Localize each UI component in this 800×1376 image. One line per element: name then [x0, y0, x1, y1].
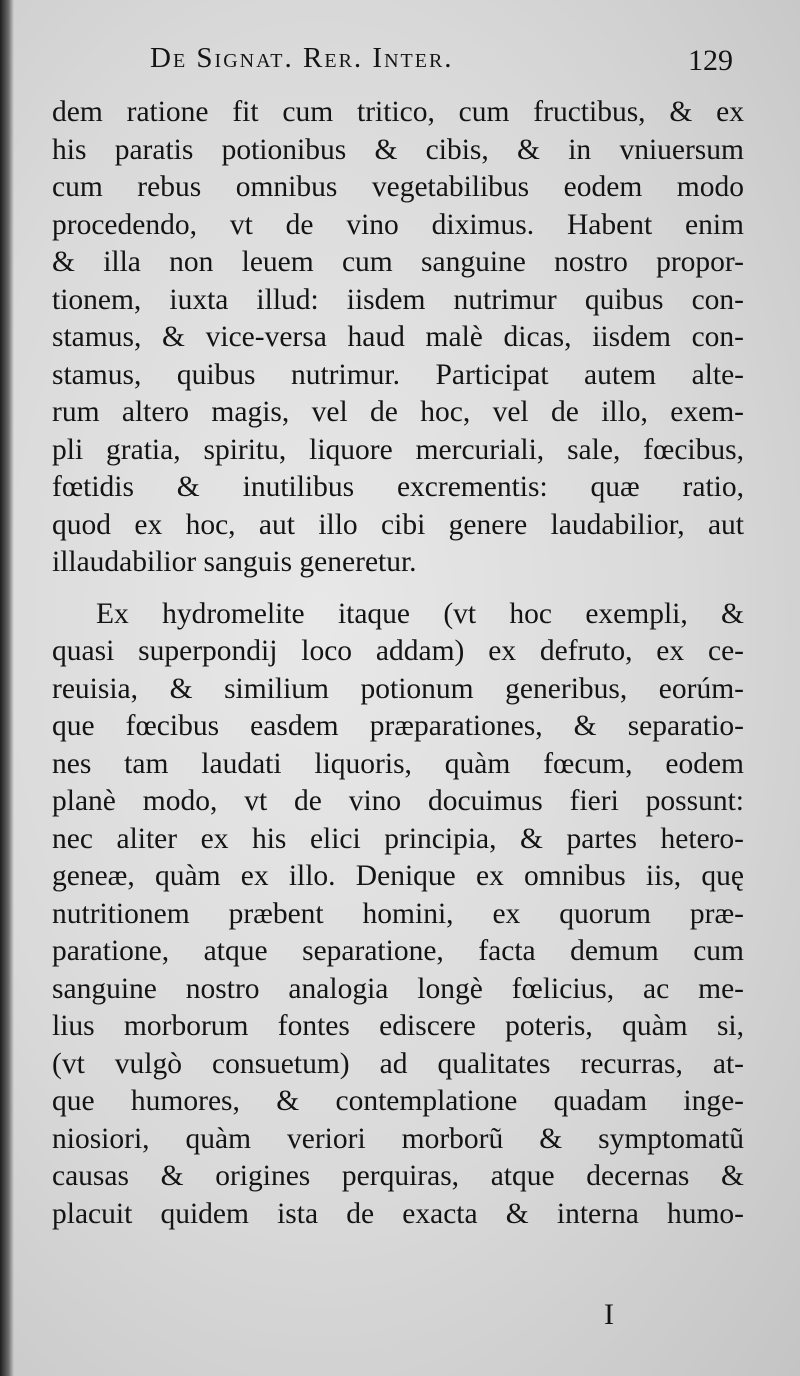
text-line: nutritionem præbent homini, ex quorum præ-	[52, 897, 744, 930]
text-line: illaudabilior sanguis generetur.	[52, 546, 417, 578]
text-line: stamus, & vice-versa haud malè dicas, iisdem con-	[52, 321, 744, 353]
text-line: planè modo, vt de vino docuimus fieri possunt:	[52, 785, 744, 817]
text-line: stamus, quibus nutrimur. Participat autem alte-	[52, 358, 744, 391]
text-line: paratione, atque separatione, facta demum cum	[52, 935, 744, 967]
text-line: reuisia, & similium potionum generibus, eorúm-	[52, 672, 744, 705]
text-line: nes tam laudati liquoris, quàm fœcum, eodem	[52, 747, 744, 780]
text-line: procedendo, vt de vino diximus. Habent enim	[52, 208, 744, 241]
text-line: placuit quidem ista de exacta & interna humo-	[52, 1197, 744, 1230]
binding-shadow	[0, 0, 14, 1376]
text-line: Ex hydromelite itaque (vt hoc exempli, &	[96, 597, 744, 630]
paragraph-gap	[52, 582, 744, 596]
text-line: tionem, iuxta illud: iisdem nutrimur quibus con-	[52, 283, 744, 316]
text-line: nec aliter ex his elici principia, & partes hetero-	[52, 822, 744, 855]
text-line: pli gratia, spiritu, liquore mercuriali, sale, fœcibus,	[52, 433, 744, 466]
text-line: lius morborum fontes ediscere poteris, quàm si,	[52, 1010, 744, 1042]
body-text	[52, 94, 744, 1233]
text-line: causas & origines perquiras, atque decernas &	[52, 1160, 744, 1192]
text-line: fœtidis & inutilibus excrementis: quæ ratio,	[52, 471, 744, 503]
running-head: De Signat. Rer. Inter.	[150, 42, 454, 74]
text-line: cum rebus omnibus vegetabilibus eodem modo	[52, 171, 744, 203]
text-line: sanguine nostro analogia longè fœlicius, ac me-	[52, 972, 744, 1005]
signature-mark: I	[604, 1298, 614, 1331]
text-line: & illa non leuem cum sanguine nostro propor-	[52, 246, 744, 278]
page-number: 129	[688, 44, 733, 77]
text-line: quod ex hoc, aut illo cibi genere laudabilior, aut	[52, 508, 744, 541]
text-line: his paratis potionibus & cibis, & in vniuersum	[52, 133, 744, 166]
text-line: (vt vulgò consuetum) ad qualitates recurras, at-	[52, 1047, 744, 1080]
text-line: rum altero magis, vel de hoc, vel de illo, exem-	[52, 396, 744, 428]
text-line: niosiori, quàm veriori morborũ & symptomatũ	[52, 1122, 744, 1155]
text-line: dem ratione fit cum tritico, cum fructibus, & ex	[52, 96, 744, 128]
text-line: que fœcibus easdem præparationes, & separatio-	[52, 710, 744, 742]
text-line: geneæ, quàm ex illo. Denique ex omnibus iis, quę	[52, 860, 744, 892]
text-line: que humores, & contemplatione quadam inge-	[52, 1085, 744, 1117]
text-line: quasi superpondij loco addam) ex defruto, ex ce-	[52, 635, 744, 667]
